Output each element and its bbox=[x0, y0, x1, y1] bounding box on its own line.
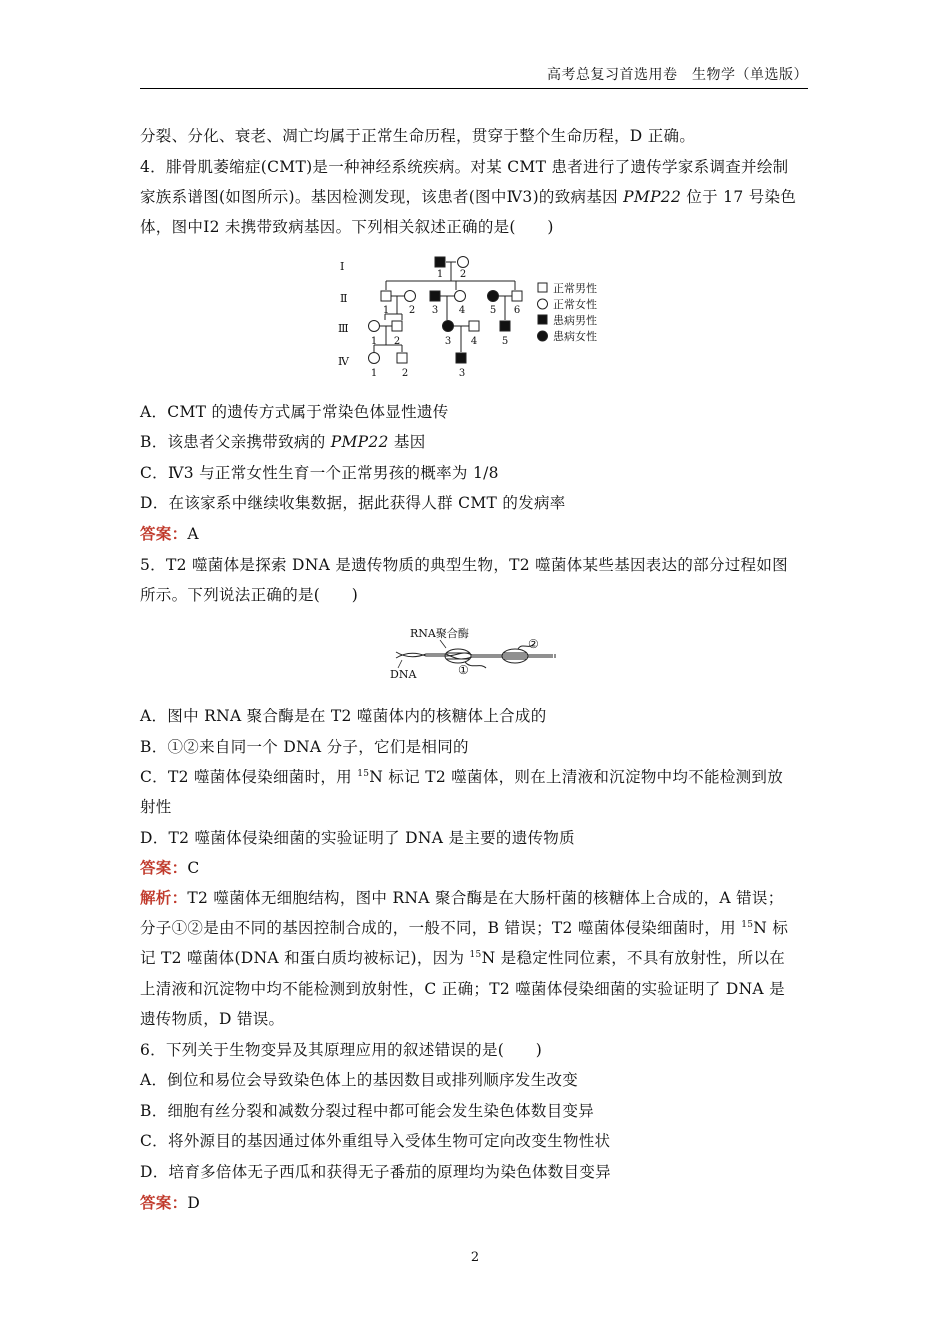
text-line: 分裂、分化、衰老、凋亡均属于正常生命历程，贯穿于整个生命历程，D 正确。 bbox=[140, 127, 696, 145]
pedigree-normal-male bbox=[381, 291, 391, 301]
individual-number: 5 bbox=[501, 336, 509, 347]
option-b: B．细胞有丝分裂和减数分裂过程中都可能会发生染色体数目变异 bbox=[140, 1102, 595, 1120]
generation-label: Ⅱ bbox=[340, 292, 348, 305]
option-c: C．将外源目的基因通过体外重组导入受体生物可定向改变生物性状 bbox=[140, 1132, 611, 1150]
dna-label: DNA bbox=[390, 668, 417, 681]
option-a: A．倒位和易位会导致染色体上的基因数目或排列顺序发生改变 bbox=[140, 1071, 579, 1089]
rna-polymerase-label: RNA聚合酶 bbox=[410, 627, 469, 640]
pedigree-affected-male bbox=[500, 321, 510, 331]
individual-number: 4 bbox=[458, 305, 466, 316]
legend-label: 正常男性 bbox=[553, 282, 597, 295]
question-4-stem: 体，图中Ⅰ2 未携带致病基因。下列相关叙述正确的是( ) bbox=[140, 218, 554, 236]
answer: 答案：D bbox=[140, 1193, 201, 1212]
individual-number: 2 bbox=[401, 368, 409, 379]
individual-number: 4 bbox=[470, 336, 478, 347]
option-d: D．在该家系中继续收集数据，据此获得人群 CMT 的发病率 bbox=[140, 494, 566, 512]
explanation: 解析：T2 噬菌体无细胞结构，图中 RNA 聚合酶是在大肠杆菌的核糖体上合成的，A 错误； bbox=[140, 888, 784, 907]
legend-affected-female-icon bbox=[538, 331, 548, 341]
pedigree-affected-female bbox=[488, 291, 499, 302]
page-number: 2 bbox=[470, 1250, 480, 1265]
individual-number: 2 bbox=[408, 305, 416, 316]
explanation: 上清液和沉淀物中均不能检测到放射性，C 正确；T2 噬菌体侵染细菌的实验证明了 DNA 是 bbox=[140, 980, 785, 998]
pedigree-affected-male bbox=[456, 353, 466, 363]
pedigree-normal-female bbox=[458, 257, 469, 268]
question-5-stem: 所示。下列说法正确的是( ) bbox=[140, 586, 359, 604]
explanation: 记 T2 噬菌体(DNA 和蛋白质均被标记)，因为 $^{15}$N 是稳定性同位素，不具有放射性，所以在 bbox=[140, 949, 786, 967]
question-4-stem: 家族系谱图(如图所示)。基因检测发现，该患者(图中Ⅳ3)的致病基因 PMP22 位于 17 号染色 bbox=[140, 188, 797, 206]
pedigree-normal-female bbox=[405, 291, 416, 302]
mark-two: ② bbox=[528, 637, 539, 651]
option-c: C．Ⅳ3 与正常女性生育一个正常男孩的概率为 1/8 bbox=[140, 464, 499, 482]
individual-number: 1 bbox=[382, 305, 390, 316]
individual-number: 6 bbox=[513, 305, 521, 316]
option-d: D．培育多倍体无子西瓜和获得无子番茄的原理均为染色体数目变异 bbox=[140, 1163, 611, 1181]
pedigree-normal-female bbox=[455, 291, 466, 302]
question-6-stem: 6．下列关于生物变异及其原理应用的叙述错误的是( ) bbox=[140, 1041, 543, 1059]
individual-number: 2 bbox=[393, 336, 401, 347]
question-5-stem: 5．T2 噬菌体是探索 DNA 是遗传物质的典型生物，T2 噬菌体某些基因表达的部分过程如图 bbox=[140, 556, 788, 574]
explanation: 遗传物质，D 错误。 bbox=[140, 1010, 285, 1028]
option-b: B．该患者父亲携带致病的 PMP22 基因 bbox=[140, 433, 426, 451]
individual-number: 5 bbox=[489, 305, 497, 316]
option-c: C．T2 噬菌体侵染细菌时，用 $^{15}$N 标记 T2 噬菌体，则在上清液和沉淀物中均不能检测到放 bbox=[140, 768, 784, 786]
page-header: 高考总复习首选用卷 生物学（单选版） bbox=[140, 66, 808, 89]
individual-number: 2 bbox=[459, 269, 467, 280]
generation-label: Ⅲ bbox=[338, 322, 349, 335]
pedigree-normal-male bbox=[392, 321, 402, 331]
legend-label: 正常女性 bbox=[553, 298, 597, 311]
legend-normal-male-icon bbox=[538, 283, 547, 292]
option-a: A．图中 RNA 聚合酶是在 T2 噬菌体内的核糖体上合成的 bbox=[140, 707, 547, 725]
individual-number: 1 bbox=[370, 368, 378, 379]
legend-label: 患病女性 bbox=[553, 330, 597, 343]
option-d: D．T2 噬菌体侵染细菌的实验证明了 DNA 是主要的遗传物质 bbox=[140, 829, 575, 847]
answer: 答案：A bbox=[140, 524, 199, 543]
option-a: A．CMT 的遗传方式属于常染色体显性遗传 bbox=[140, 403, 449, 421]
pedigree-normal-male bbox=[469, 321, 479, 331]
pedigree-affected-male bbox=[435, 257, 445, 267]
individual-number: 1 bbox=[436, 269, 444, 280]
answer: 答案：C bbox=[140, 858, 200, 877]
mark-one: ① bbox=[458, 663, 469, 677]
pedigree-normal-male bbox=[512, 291, 522, 301]
individual-number: 3 bbox=[458, 368, 466, 379]
generation-label: Ⅳ bbox=[338, 355, 349, 368]
question-4-stem: 4．腓骨肌萎缩症(CMT)是一种神经系统疾病。对某 CMT 患者进行了遗传学家系调查并绘制 bbox=[140, 158, 789, 176]
legend-normal-female-icon bbox=[538, 299, 548, 309]
individual-number: 3 bbox=[444, 336, 452, 347]
generation-label: Ⅰ bbox=[340, 260, 345, 273]
pedigree-affected-male bbox=[430, 291, 440, 301]
pedigree-normal-male bbox=[397, 353, 407, 363]
pedigree-chart bbox=[330, 248, 620, 383]
pedigree-normal-female bbox=[369, 321, 380, 332]
individual-number: 3 bbox=[431, 305, 439, 316]
pedigree-normal-female bbox=[369, 353, 380, 364]
pedigree-affected-female bbox=[443, 321, 454, 332]
transcription-diagram bbox=[388, 622, 568, 684]
explanation: 分子①②是由不同的基因控制合成的，一般不同，B 错误；T2 噬菌体侵染细菌时，用 $^{15}$N 标 bbox=[140, 919, 789, 937]
legend-affected-male-icon bbox=[538, 315, 547, 324]
option-b: B．①②来自同一个 DNA 分子，它们是相同的 bbox=[140, 738, 469, 756]
individual-number: 1 bbox=[370, 336, 378, 347]
option-c-cont: 射性 bbox=[140, 798, 172, 816]
legend-label: 患病男性 bbox=[553, 314, 597, 327]
